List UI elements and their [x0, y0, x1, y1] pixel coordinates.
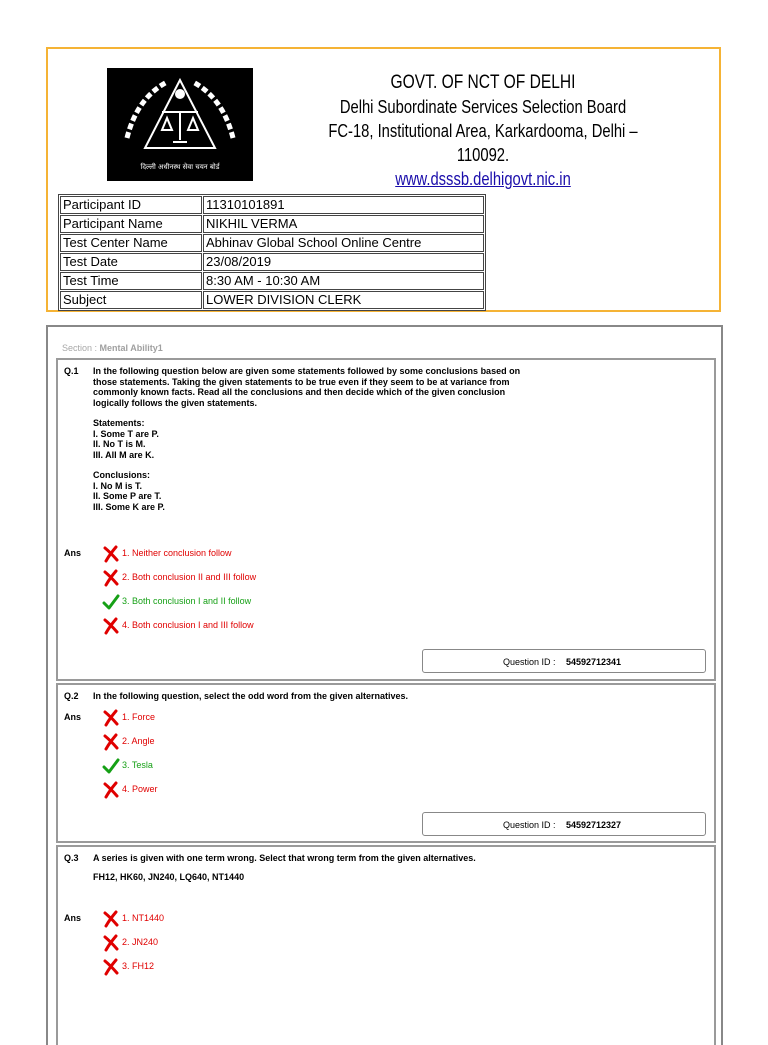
table-row [60, 272, 484, 290]
question-text [93, 853, 523, 882]
conclusions-title: Conclusions: [93, 470, 151, 480]
option-item [102, 933, 158, 951]
option-text: 2. Angle [122, 736, 155, 746]
check-icon [102, 593, 120, 611]
option-text: 3. FH12 [122, 961, 155, 971]
question-id-label: Question ID : [503, 657, 556, 667]
question-text [93, 691, 523, 702]
section-title [62, 343, 163, 353]
cross-icon [102, 545, 120, 563]
info-label: Test Date [60, 253, 202, 271]
question-text [93, 366, 523, 512]
ans-label: Ans [64, 913, 82, 923]
conclusion: III. Some K are P. [93, 501, 165, 512]
org-block [288, 71, 678, 191]
section-name: Mental Ability1 [99, 343, 163, 353]
option-text: 1. NT1440 [122, 913, 165, 923]
info-value: 8:30 AM - 10:30 AM [203, 272, 484, 290]
option-item [102, 568, 256, 586]
info-label: Test Center Name [60, 234, 202, 252]
question-card [56, 358, 716, 681]
option-text: 4. Both conclusion I and III follow [122, 620, 254, 630]
option-text: 2. Both conclusion II and III follow [122, 572, 257, 582]
question-card [56, 683, 716, 843]
option-text: 3. Both conclusion I and II follow [122, 596, 252, 606]
series-terms: FH12, HK60, JN240, LQ640, NT1440 [93, 871, 245, 882]
dsssb-logo [107, 68, 253, 181]
info-value: Abhinav Global School Online Centre [203, 234, 484, 252]
question-id-box [422, 812, 706, 836]
statement: I. Some T are P. [93, 428, 159, 439]
question-card [56, 845, 716, 1045]
cross-icon [102, 569, 120, 587]
table-row [60, 215, 484, 233]
statement: II. No T is M. [93, 439, 146, 449]
cross-icon [102, 617, 120, 635]
info-value: 23/08/2019 [203, 253, 484, 271]
option-item [102, 780, 158, 798]
option-item [102, 732, 155, 750]
conclusion: I. No M is T. [93, 480, 143, 491]
cross-icon [102, 709, 120, 727]
info-value: LOWER DIVISION CLERK [203, 291, 484, 309]
govt-title: GOVT. OF NCT OF DELHI [390, 72, 576, 93]
question-stem: In the following question, select the odd word from the given alternatives. [93, 691, 409, 701]
info-label: Participant Name [60, 215, 202, 233]
option-text: 3. Tesla [122, 760, 153, 770]
info-label: Subject [60, 291, 202, 309]
section-prefix: Section : [62, 343, 100, 353]
option-text: 2. JN240 [122, 937, 159, 947]
option-item [102, 756, 153, 774]
question-number: Q.1 [64, 366, 79, 376]
statements-title: Statements: [93, 418, 145, 428]
cross-icon [102, 958, 120, 976]
option-item [102, 708, 155, 726]
cross-icon [102, 934, 120, 952]
option-item [102, 592, 251, 610]
table-row [60, 253, 484, 271]
statement: III. All M are K. [93, 449, 155, 460]
board-name: Delhi Subordinate Services Selection Board [339, 97, 627, 117]
info-label: Participant ID [60, 196, 202, 214]
option-item [102, 957, 154, 975]
logo-caption: दिल्ली अधीनस्थ सेवा चयन बोर्ड [140, 163, 220, 171]
option-text: 4. Power [122, 784, 158, 794]
website-link[interactable]: www.dsssb.delhigovt.nic.in [395, 169, 571, 189]
header-box [46, 47, 721, 312]
info-label: Test Time [60, 272, 202, 290]
questions-panel [46, 325, 723, 1045]
cross-icon [102, 781, 120, 799]
question-id-value: 54592712341 [566, 657, 622, 667]
question-id-box [422, 649, 706, 673]
option-text: 1. Force [122, 712, 156, 722]
conclusion: II. Some P are T. [93, 491, 162, 501]
info-value: NIKHIL VERMA [203, 215, 484, 233]
question-stem: A series is given with one term wrong. Select that wrong term from the given alternatives. [93, 853, 476, 863]
ans-label: Ans [64, 712, 82, 722]
option-item [102, 544, 232, 562]
option-item [102, 909, 164, 927]
question-number: Q.2 [64, 691, 79, 701]
ans-label: Ans [64, 548, 82, 558]
question-id-label: Question ID : [503, 820, 556, 830]
option-item [102, 616, 254, 634]
info-value: 11310101891 [203, 196, 484, 214]
table-row [60, 291, 484, 309]
question-number: Q.3 [64, 853, 79, 863]
board-address: FC-18, Institutional Area, Karkardooma, Delhi – 110092. [328, 121, 638, 165]
table-row [60, 196, 484, 214]
question-id-value: 54592712327 [566, 820, 622, 830]
cross-icon [102, 910, 120, 928]
option-text: 1. Neither conclusion follow [122, 548, 232, 558]
table-row [60, 234, 484, 252]
cross-icon [102, 733, 120, 751]
check-icon [102, 757, 120, 775]
candidate-info-table [58, 194, 486, 311]
question-stem: In the following question below are given some statements followed by some conclusions based on those statements. Taking the given statements to be true even if they seem to be at variance from commonly known facts. Read all the conclusions and then decide which of the given conclusion logically follows the given statements. [93, 366, 521, 408]
